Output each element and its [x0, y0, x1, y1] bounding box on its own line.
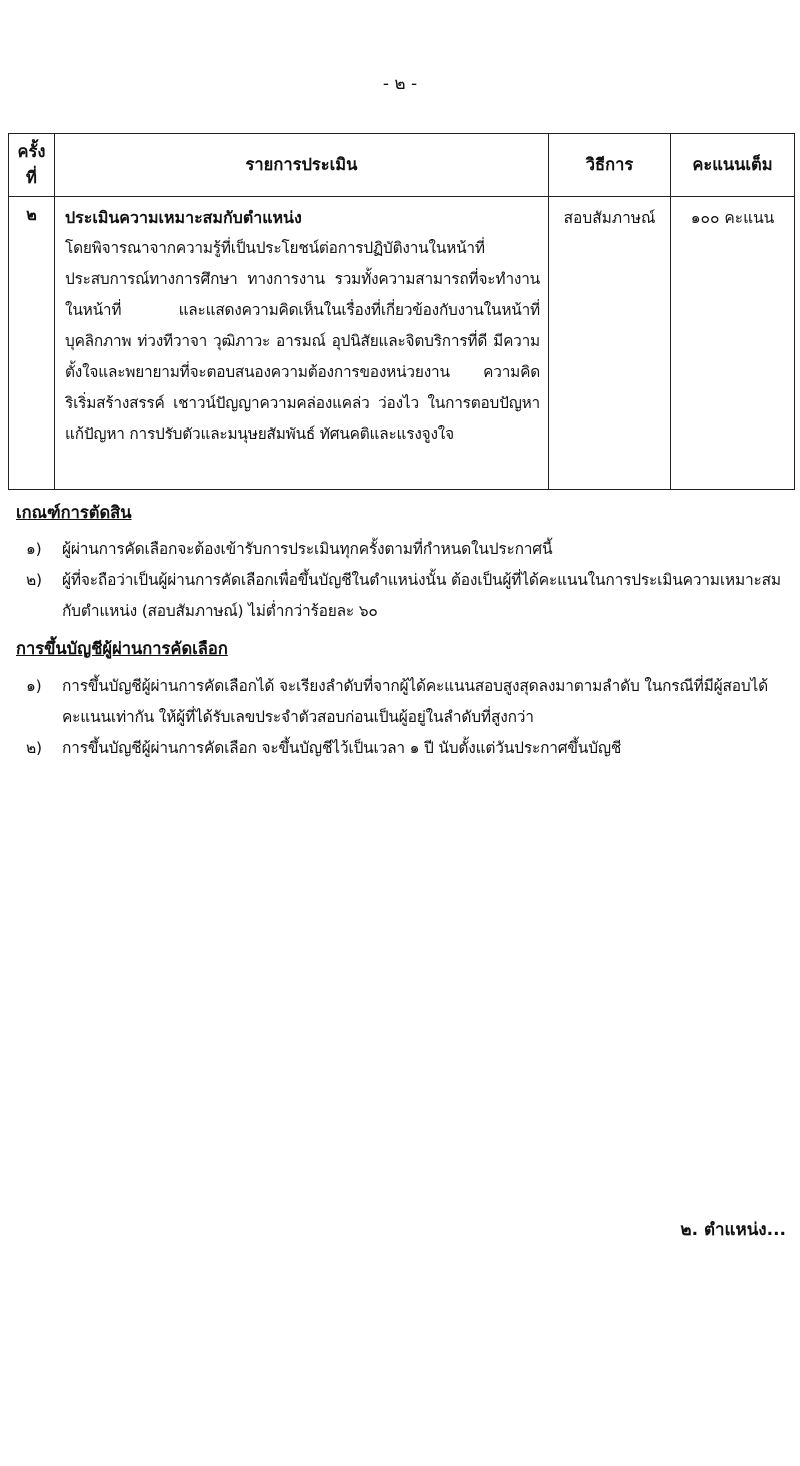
list-item [20, 671, 792, 733]
header-round [9, 134, 55, 197]
item-title: ประเมินความเหมาะสมกับตำแหน่ง [65, 208, 302, 227]
decision-criteria-heading: เกณฑ์การตัดสิน [16, 503, 132, 522]
cell-method: สอบสัมภาษณ์ [549, 197, 671, 490]
list-item [20, 565, 792, 627]
header-method: วิธีการ [549, 134, 671, 197]
header-item: รายการประเมิน [55, 134, 549, 197]
decision-criteria-list [20, 534, 792, 627]
table-row [9, 197, 795, 490]
list-item [20, 534, 792, 565]
header-round-line1: ครั้ง [17, 142, 46, 161]
list-item-number: ๒) [26, 571, 42, 589]
list-item-number: ๑) [26, 540, 42, 558]
header-round-line2: ที่ [26, 168, 37, 187]
page-number: - ๒ - [382, 74, 418, 94]
cell-item [55, 197, 549, 490]
list-item [20, 733, 792, 764]
assessment-table [8, 133, 795, 490]
list-item-text: การขึ้นบัญชีผู้ผ่านการคัดเลือก จะขึ้นบัญชีไว้เป็นเวลา ๑ ปี นับตั้งแต่วันประกาศขึ้นบัญชี [62, 739, 622, 757]
list-registration-heading: การขึ้นบัญชีผู้ผ่านการคัดเลือก [16, 639, 228, 658]
list-registration-list [20, 671, 792, 764]
cell-round: ๒ [9, 197, 55, 490]
list-item-text: การขึ้นบัญชีผู้ผ่านการคัดเลือกได้ จะเรียงลำดับที่จากผู้ได้คะแนนสอบสูงสุดลงมาตามลำดับ ในกรณีที่มีผู้สอบได้คะแนนเท่ากัน ให้ผู้ที่ได้รับเลขประจำตัวสอบก่อนเป็นผู้อยู่ในลำดับที่สูงกว่า [62, 677, 768, 726]
cell-full-score: ๑๐๐ คะแนน [671, 197, 795, 490]
list-item-text: ผู้ที่จะถือว่าเป็นผู้ผ่านการคัดเลือกเพื่อขึ้นบัญชีในตำแหน่งนั้น ต้องเป็นผู้ที่ได้คะแนนในการประเมินความเหมาะสมกับตำแหน่ง (สอบสัมภาษณ์) ไม่ต่ำกว่าร้อยละ ๖๐ [62, 571, 781, 620]
header-full-score: คะแนนเต็ม [671, 134, 795, 197]
list-item-text: ผู้ผ่านการคัดเลือกจะต้องเข้ารับการประเมินทุกครั้งตามที่กำหนดในประกาศนี้ [62, 540, 553, 558]
list-item-number: ๒) [26, 739, 42, 757]
list-item-number: ๑) [26, 677, 42, 695]
continuation-marker: ๒. ตำแหน่ง... [680, 1220, 786, 1240]
item-body: โดยพิจารณาจากความรู้ที่เป็นประโยชน์ต่อการปฏิบัติงานในหน้าที่ ประสบการณ์ทางการศึกษา ทางการงาน รวมทั้งความสามารถที่จะทำงานในหน้าที่ และแสดงความคิดเห็นในเรื่องที่เกี่ยวข้องกับงานในหน้าที่ บุคลิกภาพ ท่วงทีวาจา วุฒิภาวะ อารมณ์ อุปนิสัยและจิตบริการที่ดี มีความตั้งใจและพยายามที่จะตอบสนองความต้องการของหน่วยงาน ความคิดริเริ่มสร้างสรรค์ เชาวน์ปัญญาความคล่องแคล่ว ว่องไว ในการตอบปัญหา แก้ปัญหา การปรับตัวและมนุษยสัมพันธ์ ทัศนคติและแรงจูงใจ [65, 239, 540, 443]
table-header-row [9, 134, 795, 197]
